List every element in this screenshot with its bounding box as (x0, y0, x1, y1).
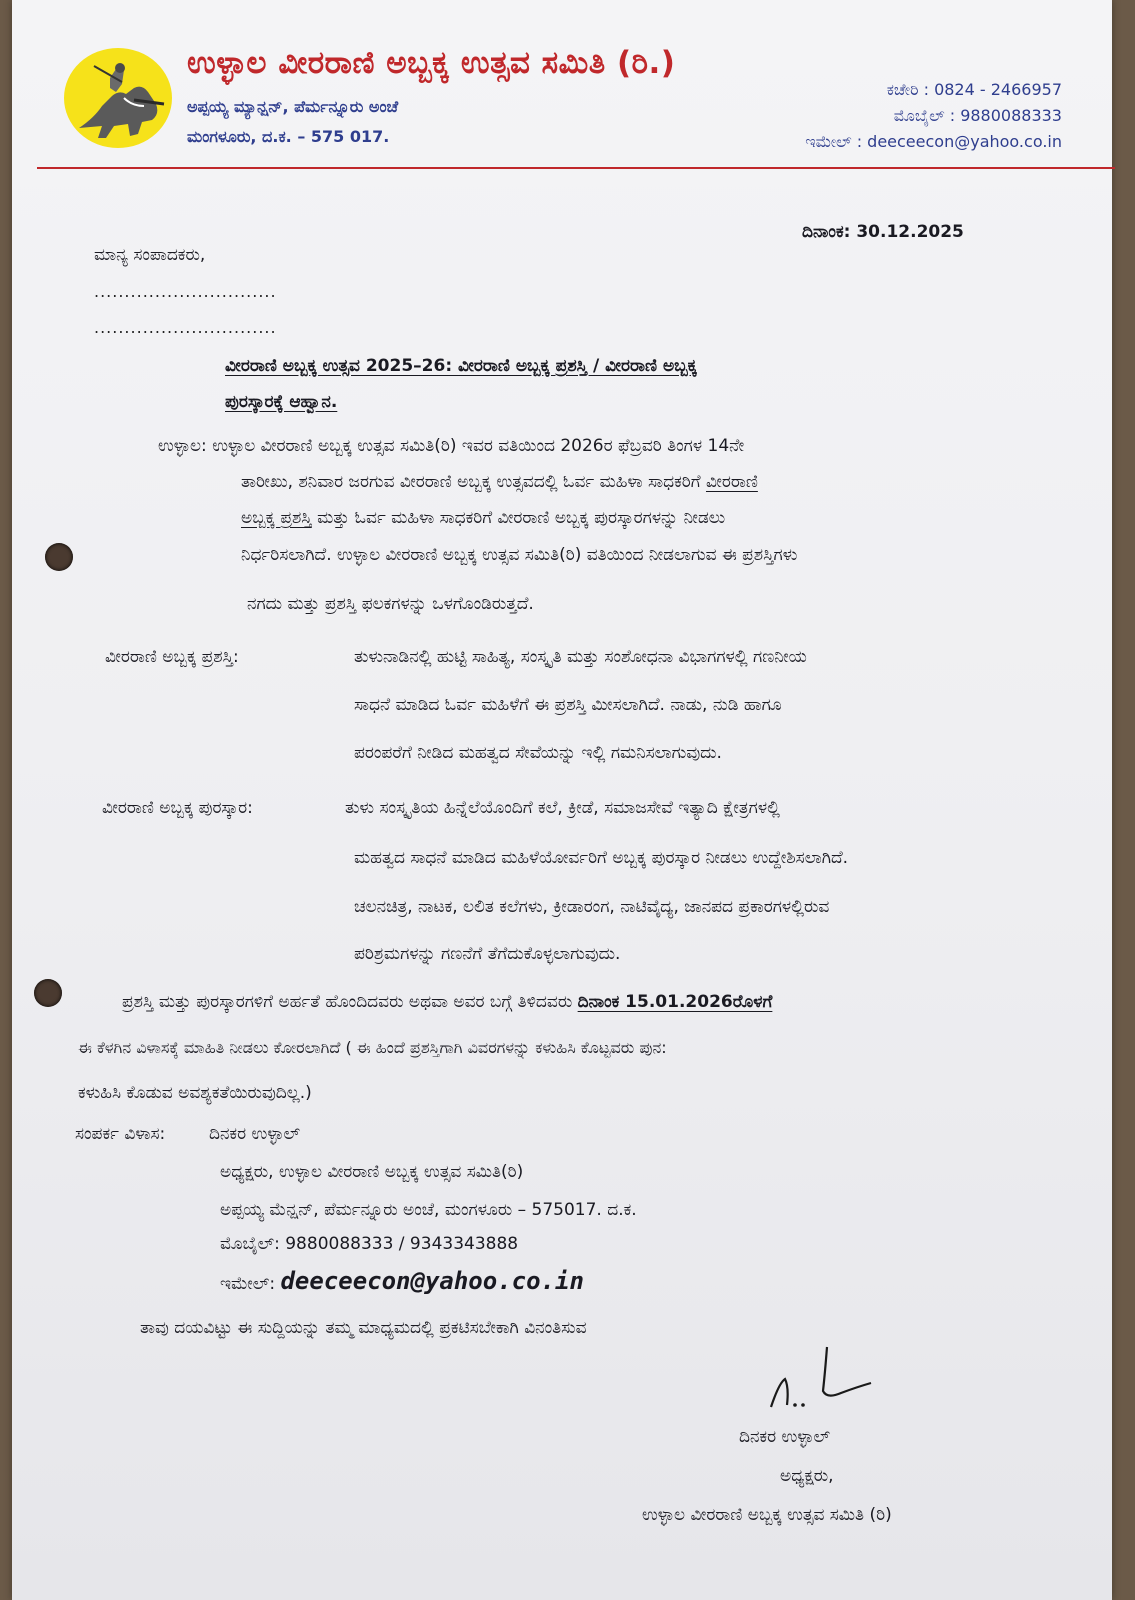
contact-email-label: ಇಮೇಲ್: (220, 1274, 281, 1294)
office-phone: ಕಚೇರಿ : 0824 - 2466957 (886, 80, 1062, 99)
puraskara-line-2: ಮಹತ್ವದ ಸಾಧನೆ ಮಾಡಿದ ಮಹಿಳೆಯೋರ್ವರಿಗೆ ಅಬ್ಬಕ್ಕ ಪುರಸ್ಕಾರ ನೀಡಲು ಉದ್ದೇಶಿಸಲಾಗಿದೆ. (354, 848, 849, 868)
intro-line-5: ನಗದು ಮತ್ತು ಪ್ರಶಸ್ತಿ ಫಲಕಗಳನ್ನು ಒಳಗೊಂಡಿರುತ್ತದೆ. (247, 594, 534, 614)
contact-email-value: deeceecon@yahoo.co.in (280, 1267, 584, 1295)
puraskara-line-3: ಚಲನಚಿತ್ರ, ನಾಟಕ, ಲಲಿತ ಕಲೆಗಳು, ಕ್ರೀಡಾರಂಗ, ನಾಟಿವೈದ್ಯ, ಜಾನಪದ ಪ್ರಕಾರಗಳಲ್ಲಿರುವ (354, 897, 830, 917)
award-line-3: ಪರಂಪರೆಗೆ ನೀಡಿದ ಮಹತ್ವದ ಸೇವೆಯನ್ನು ಇಲ್ಲಿ ಗಮನಿಸಲಾಗುವುದು. (354, 743, 722, 763)
contact-email (220, 1267, 584, 1295)
mobile-number: ಮೊಬೈಲ್ : 9880088333 (893, 106, 1062, 125)
intro-line-2-text: ತಾರೀಖು, ಶನಿವಾರ ಜರಗುವ ವೀರರಾಣಿ ಅಬ್ಬಕ್ಕ ಉತ್ಸವದಲ್ಲಿ ಓರ್ವ ಮಹಿಳಾ ಸಾಧಕರಿಗೆ (241, 472, 706, 492)
signatory-organization: ಉಳ್ಳಾಲ ವೀರರಾಣಿ ಅಬ್ಬಕ್ಕ ಉತ್ಸವ ಸಮಿತಿ (ರಿ) (642, 1505, 892, 1525)
email-address: ಇಮೇಲ್ : deeceecon@yahoo.co.in (805, 132, 1062, 151)
punch-hole-bottom (34, 979, 62, 1007)
award-line-2: ಸಾಧನೆ ಮಾಡಿದ ಓರ್ವ ಮಹಿಳೆಗೆ ಈ ಪ್ರಶಸ್ತಿ ಮೀಸಲಾಗಿದೆ. ನಾಡು, ನುಡಿ ಹಾಗೂ (354, 695, 782, 715)
recipient-blank-line-1: .............................. (94, 282, 277, 301)
salutation: ಮಾನ್ಯ ಸಂಪಾದಕರು, (94, 245, 206, 265)
contact-mobile: ಮೊಬೈಲ್: 9880088333 / 9343343888 (220, 1234, 519, 1254)
header-divider (37, 167, 1115, 169)
deadline-date: ದಿನಾಂಕ 15.01.2026ರೊಳಗೆ (577, 992, 773, 1012)
award-name-underlined-2: ಅಬ್ಬಕ್ಕ ಪ್ರಶಸ್ತಿ (241, 508, 312, 528)
closing-line-1 (122, 992, 772, 1012)
subject-line-2: ಪುರಸ್ಕಾರಕ್ಕೆ ಆಹ್ವಾನ. (225, 392, 338, 412)
signature-icon (767, 1343, 877, 1415)
puraskara-label: ವೀರರಾಣಿ ಅಬ್ಬಕ್ಕ ಪುರಸ್ಕಾರ: (102, 798, 253, 818)
intro-line-1: ಉಳ್ಳಾಲ: ಉಳ್ಳಾಲ ವೀರರಾಣಿ ಅಬ್ಬಕ್ಕ ಉತ್ಸವ ಸಮಿತಿ(ರಿ) ಇವರ ವತಿಯಿಂದ 2026ರ ಫೆಬ್ರವರಿ ತಿಂಗಳ 14ನೇ (158, 436, 745, 456)
intro-line-2 (241, 472, 758, 492)
rider-emblem-icon (64, 48, 172, 148)
award-label: ವೀರರಾಣಿ ಅಬ್ಬಕ್ಕ ಪ್ರಶಸ್ತಿ: (105, 647, 239, 667)
publication-request: ತಾವು ದಯವಿಟ್ಟು ಈ ಸುದ್ದಿಯನ್ನು ತಮ್ಮ ಮಾಧ್ಯಮದಲ್ಲಿ ಪ್ರಕಟಿಸಬೇಕಾಗಿ ವಿನಂತಿಸುವ (140, 1318, 587, 1338)
contact-address: ಅಪ್ಪಯ್ಯ ಮೆನ್ಷನ್, ಪೆರ್ಮನ್ನೂರು ಅಂಚೆ, ಮಂಗಳೂರು – 575017. ದ.ಕ. (220, 1200, 637, 1220)
punch-hole-top (45, 543, 73, 571)
recipient-blank-line-2: .............................. (94, 318, 277, 337)
subject-line-1: ವೀರರಾಣಿ ಅಬ್ಬಕ್ಕ ಉತ್ಸವ 2025–26: ವೀರರಾಣಿ ಅಬ್ಬಕ್ಕ ಪ್ರಶಸ್ತಿ / ವೀರರಾಣಿ ಅಬ್ಬಕ್ಕ (225, 356, 697, 376)
address-line-1: ಅಪ್ಪಯ್ಯ ಮ್ಯಾನ್ಷನ್, ಪೆರ್ಮನ್ನೂರು ಅಂಚೆ (187, 97, 399, 116)
signatory-designation: ಅಧ್ಯಕ್ಷರು, (780, 1466, 834, 1486)
closing-line-3: ಕಳುಹಿಸಿ ಕೊಡುವ ಅವಶ್ಯಕತೆಯಿರುವುದಿಲ್ಲ.) (78, 1083, 312, 1103)
intro-line-3-text: ಮತ್ತು ಓರ್ವ ಮಹಿಳಾ ಸಾಧಕರಿಗೆ ವೀರರಾಣಿ ಅಬ್ಬಕ್ಕ ಪುರಸ್ಕಾರಗಳನ್ನು ನೀಡಲು (311, 508, 726, 528)
organization-name: ಉಳ್ಳಾಲ ವೀರರಾಣಿ ಅಬ್ಬಕ್ಕ ಉತ್ಸವ ಸಮಿತಿ (ರಿ.) (187, 45, 676, 81)
award-name-underlined-1: ವೀರರಾಣಿ (705, 472, 758, 492)
closing-line-2: ಈ ಕೆಳಗಿನ ವಿಳಾಸಕ್ಕೆ ಮಾಹಿತಿ ನೀಡಲು ಕೋರಲಾಗಿದೆ ( ಈ ಹಿಂದೆ ಪ್ರಶಸ್ತಿಗಾಗಿ ವಿವರಗಳನ್ನು ಕಳುಹಿಸಿ ಕೊಟ್ಟವರು ಪುನ: (78, 1038, 667, 1057)
puraskara-line-1: ತುಳು ಸಂಸ್ಕೃತಿಯ ಹಿನ್ನೆಲೆಯೊಂದಿಗೆ ಕಲೆ, ಕ್ರೀಡೆ, ಸಮಾಜಸೇವೆ ಇತ್ಯಾದಿ ಕ್ಷೇತ್ರಗಳಲ್ಲಿ (345, 798, 780, 818)
letter-paper (12, 0, 1112, 1600)
contact-name: ದಿನಕರ ಉಳ್ಳಾಲ್ (209, 1124, 301, 1144)
address-line-2: ಮಂಗಳೂರು, ದ.ಕ. – 575 017. (187, 127, 390, 146)
signatory-name: ದಿನಕರ ಉಳ್ಳಾಲ್ (739, 1427, 831, 1447)
puraskara-line-4: ಪರಿಶ್ರಮಗಳನ್ನು ಗಣನೆಗೆ ತೆಗೆದುಕೊಳ್ಳಲಾಗುವುದು. (354, 944, 621, 964)
letter-date: ದಿನಾಂಕ: 30.12.2025 (802, 222, 964, 242)
organization-logo (64, 48, 172, 148)
contact-label: ಸಂಪರ್ಕ ವಿಳಾಸ: (75, 1124, 166, 1144)
contact-designation: ಅಧ್ಯಕ್ಷರು, ಉಳ್ಳಾಲ ವೀರರಾಣಿ ಅಬ್ಬಕ್ಕ ಉತ್ಸವ ಸಮಿತಿ(ರಿ) (220, 1162, 524, 1182)
closing-line-1-text: ಪ್ರಶಸ್ತಿ ಮತ್ತು ಪುರಸ್ಕಾರಗಳಿಗೆ ಅರ್ಹತೆ ಹೊಂದಿದವರು ಅಥವಾ ಅವರ ಬಗ್ಗೆ ತಿಳಿದವರು (122, 992, 578, 1012)
award-line-1: ತುಳುನಾಡಿನಲ್ಲಿ ಹುಟ್ಟಿ ಸಾಹಿತ್ಯ, ಸಂಸ್ಕೃತಿ ಮತ್ತು ಸಂಶೋಧನಾ ವಿಭಾಗಗಳಲ್ಲಿ ಗಣನೀಯ (354, 647, 807, 667)
intro-line-4: ನಿರ್ಧರಿಸಲಾಗಿದೆ. ಉಳ್ಳಾಲ ವೀರರಾಣಿ ಅಬ್ಬಕ್ಕ ಉತ್ಸವ ಸಮಿತಿ(ರಿ) ವತಿಯಿಂದ ನೀಡಲಾಗುವ ಈ ಪ್ರಶಸ್ತಿಗಳು (241, 545, 798, 565)
intro-line-3 (241, 508, 725, 528)
